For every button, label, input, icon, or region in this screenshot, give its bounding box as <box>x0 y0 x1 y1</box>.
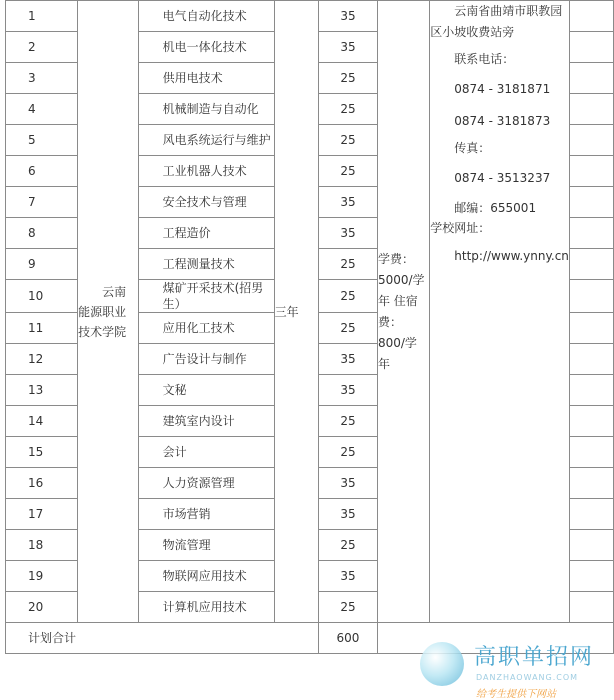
row-number: 15 <box>6 437 78 468</box>
extra-cell <box>569 530 613 561</box>
plan-count: 35 <box>319 32 378 63</box>
contact-cell <box>430 1 570 623</box>
extra-cell <box>569 1 613 32</box>
course-name: 工业机器人技术 <box>138 156 274 187</box>
plan-count: 25 <box>319 530 378 561</box>
extra-cell <box>569 313 613 344</box>
plan-count: 25 <box>319 63 378 94</box>
course-name: 安全技术与管理 <box>138 187 274 218</box>
plan-count: 35 <box>319 344 378 375</box>
row-number: 1 <box>6 1 78 32</box>
course-name: 机电一体化技术 <box>138 32 274 63</box>
extra-cell <box>569 32 613 63</box>
total-value: 600 <box>319 623 378 654</box>
plan-count: 35 <box>319 1 378 32</box>
extra-cell <box>569 187 613 218</box>
row-number: 13 <box>6 375 78 406</box>
contact-fax-label: 传真： <box>454 141 491 155</box>
plan-count: 25 <box>319 280 378 313</box>
course-name: 煤矿开采技术(招男生） <box>138 280 274 313</box>
contact-info <box>430 1 569 622</box>
row-number: 2 <box>6 32 78 63</box>
extra-cell <box>569 125 613 156</box>
row-number: 11 <box>6 313 78 344</box>
course-name: 风电系统运行与维护 <box>138 125 274 156</box>
extra-cell <box>569 561 613 592</box>
extra-cell <box>569 63 613 94</box>
row-number: 4 <box>6 94 78 125</box>
extra-cell <box>569 218 613 249</box>
course-name: 人力资源管理 <box>138 468 274 499</box>
plan-count: 25 <box>319 592 378 623</box>
plan-count: 35 <box>319 218 378 249</box>
row-number: 17 <box>6 499 78 530</box>
extra-cell <box>569 437 613 468</box>
school-name: 云南能源职业技术学院 <box>78 284 127 339</box>
contact-postcode: 邮编：655001 <box>454 201 537 215</box>
total-row <box>6 623 614 654</box>
course-name: 供用电技术 <box>138 63 274 94</box>
course-name: 应用化工技术 <box>138 313 274 344</box>
contact-fax: 0874 - 3513237 <box>454 171 551 185</box>
contact-phone-label: 联系电话： <box>454 52 515 66</box>
watermark-title: 高职单招网 <box>474 645 595 670</box>
row-number: 19 <box>6 561 78 592</box>
course-name: 文秘 <box>138 375 274 406</box>
course-name: 计算机应用技术 <box>138 592 274 623</box>
extra-cell <box>569 94 613 125</box>
extra-cell <box>569 499 613 530</box>
extra-cell <box>569 249 613 280</box>
extra-cell <box>569 468 613 499</box>
extra-cell <box>569 344 613 375</box>
watermark-subtitle: DANZHAOWANG.COM <box>476 673 579 682</box>
row-number: 5 <box>6 125 78 156</box>
row-number: 6 <box>6 156 78 187</box>
contact-phone-1: 0874 - 3181871 <box>454 82 551 96</box>
enrollment-plan-table <box>5 0 614 654</box>
watermark-tagline: 给考生提供下网站 <box>476 689 556 700</box>
plan-count: 25 <box>319 313 378 344</box>
course-name: 机械制造与自动化 <box>138 94 274 125</box>
row-number: 12 <box>6 344 78 375</box>
plan-count: 25 <box>319 406 378 437</box>
plan-count: 35 <box>319 187 378 218</box>
course-name: 广告设计与制作 <box>138 344 274 375</box>
row-number: 7 <box>6 187 78 218</box>
contact-address: 云南省曲靖市职教园区小坡收费站旁 <box>430 4 563 39</box>
course-name: 工程测量技术 <box>138 249 274 280</box>
extra-cell <box>569 406 613 437</box>
school-name-cell <box>78 1 139 623</box>
plan-count: 25 <box>319 156 378 187</box>
course-name: 工程造价 <box>138 218 274 249</box>
extra-cell <box>569 156 613 187</box>
table-row <box>6 1 614 32</box>
duration-cell <box>274 1 318 623</box>
total-label: 计划合计 <box>6 623 319 654</box>
row-number: 8 <box>6 218 78 249</box>
extra-cell <box>569 375 613 406</box>
contact-website[interactable]: http://www.ynny.cn <box>454 249 569 263</box>
plan-count: 35 <box>319 468 378 499</box>
plan-count: 25 <box>319 94 378 125</box>
plan-count: 35 <box>319 375 378 406</box>
row-number: 9 <box>6 249 78 280</box>
plan-count: 35 <box>319 561 378 592</box>
course-name: 物联网应用技术 <box>138 561 274 592</box>
extra-cell <box>569 592 613 623</box>
plan-count: 25 <box>319 249 378 280</box>
row-number: 20 <box>6 592 78 623</box>
course-name: 建筑室内设计 <box>138 406 274 437</box>
contact-website-label: 学校网址： <box>430 221 491 235</box>
course-name: 物流管理 <box>138 530 274 561</box>
contact-phone-2: 0874 - 3181873 <box>454 114 551 128</box>
course-name: 市场营销 <box>138 499 274 530</box>
plan-count: 35 <box>319 499 378 530</box>
table-body <box>6 1 614 654</box>
row-number: 3 <box>6 63 78 94</box>
row-number: 18 <box>6 530 78 561</box>
fee-text: 学费：5000/学年 住宿费：800/学年 <box>377 251 425 371</box>
duration: 三年 <box>274 304 299 319</box>
total-empty-cell <box>377 623 613 654</box>
course-name: 电气自动化技术 <box>138 1 274 32</box>
fee-cell <box>377 1 429 623</box>
row-number: 10 <box>6 280 78 313</box>
row-number: 14 <box>6 406 78 437</box>
row-number: 16 <box>6 468 78 499</box>
extra-cell <box>569 280 613 313</box>
plan-count: 25 <box>319 125 378 156</box>
plan-count: 25 <box>319 437 378 468</box>
course-name: 会计 <box>138 437 274 468</box>
